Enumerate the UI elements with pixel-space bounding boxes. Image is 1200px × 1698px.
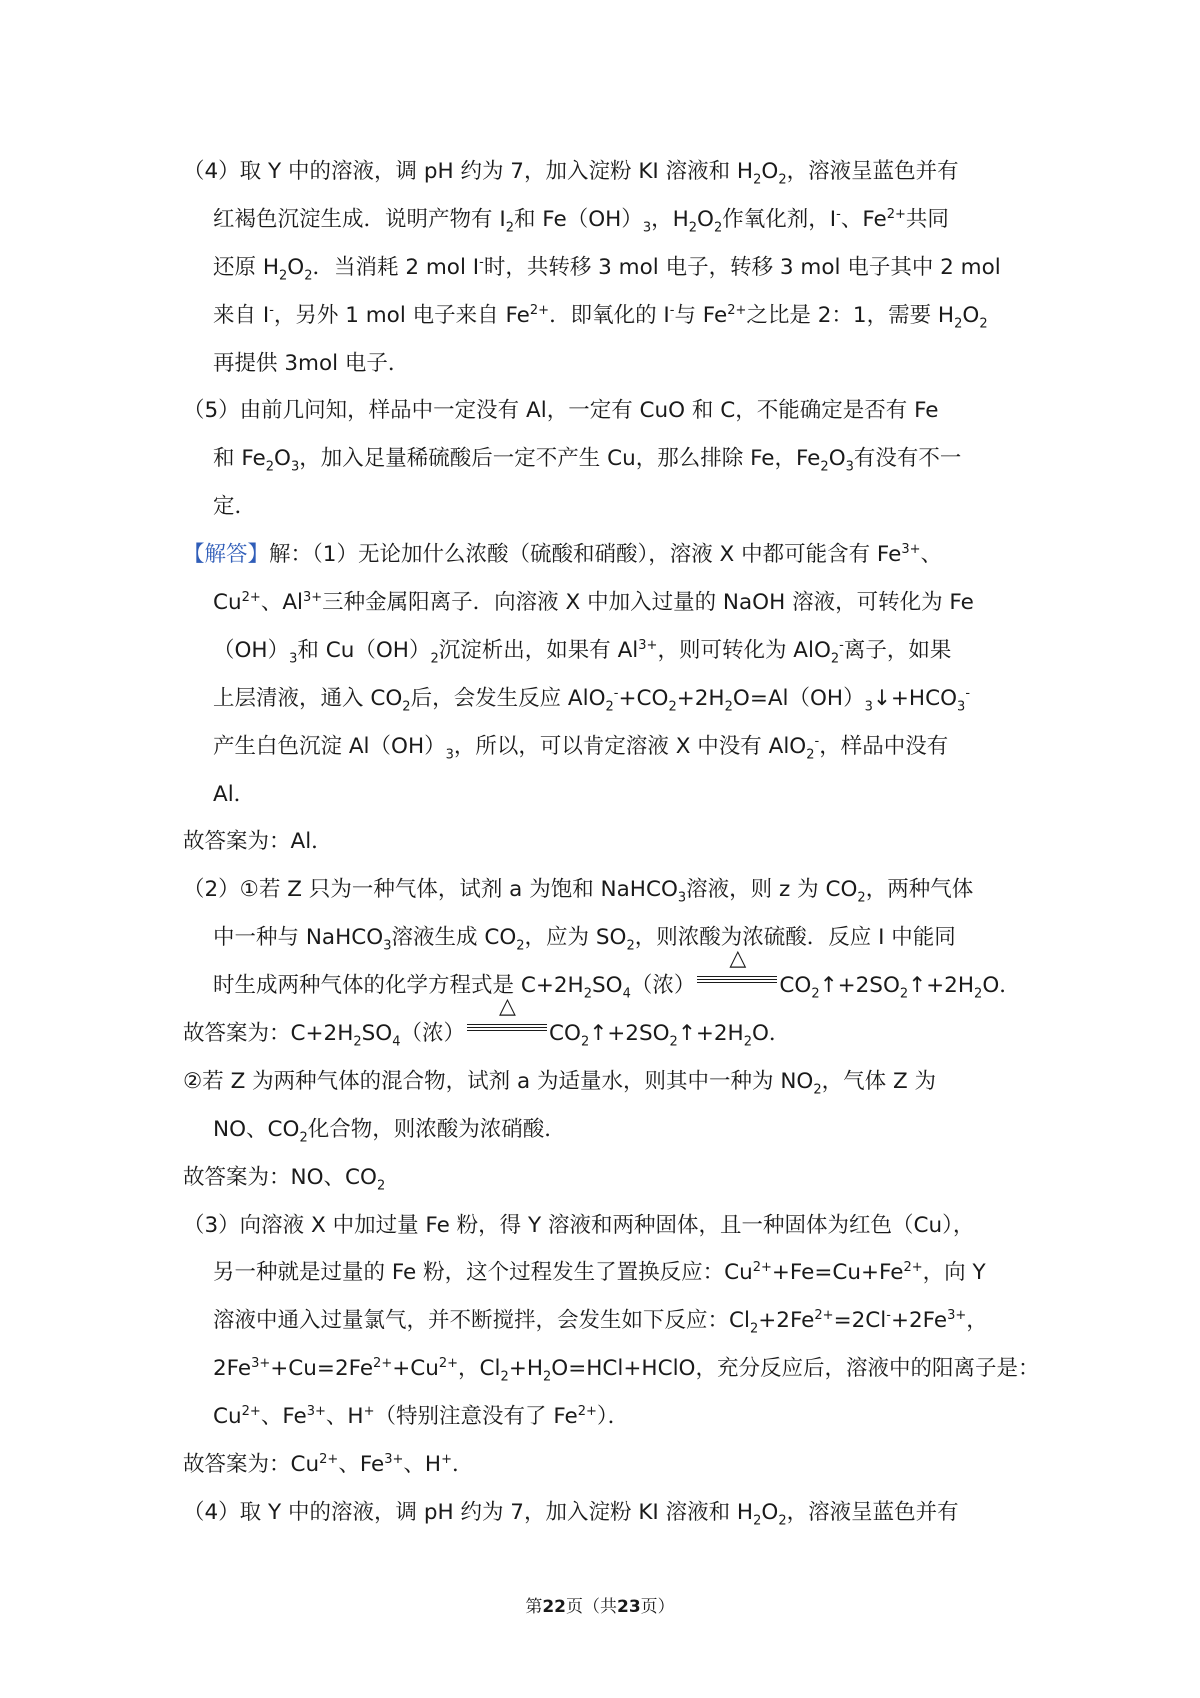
- text-line: NO、$CO_2$化合物，则浓酸为浓硝酸．: [213, 1116, 566, 1146]
- text-line: 【解答】解：（1）无论加什么浓酸（硫酸和硝酸），溶液 X 中都可能含有 $Fe^{3+}$、: [183, 541, 943, 568]
- text-line: 产生白色沉淀 $Al(OH)_3$，所以，可以肯定溶液 X 中没有 AlO$_2$-，样品中没有: [213, 733, 949, 762]
- text-line: 时生成两种气体的化学方程式是 $C+2H_2SO_4$（浓） △ $CO_2↑+2SO_2↑+2H_2O$．: [213, 946, 1021, 1002]
- heating-equals-sign: △: [695, 964, 779, 994]
- page-footer: 第22页（共23页）: [525, 1597, 675, 1617]
- text-line: 红褐色沉淀生成．说明产物有 $I_2$和 $Fe(OH)_3$，$H_2O_2$作氧化剂，I-、$Fe^{2+}$共同: [213, 206, 949, 236]
- text-line: 中一种与 NaHCO$_3$溶液生成 $CO_2$，应为 $SO_2$，则浓酸为浓硫酸．反应 I 中能同: [213, 925, 956, 954]
- text-line: 再提供 3mol 电子．: [213, 350, 410, 376]
- text-line: $Cu^{2+}$、$Al^{3+}$三种金属阳离子．向溶液 X 中加入过量的 NaOH 溶液，可转化为 Fe: [213, 589, 974, 616]
- text-line: 故答案为：$Cu^{2+}$、$Fe^{3+}$、H+．: [183, 1451, 474, 1478]
- text-line: $(OH)_3$和 $Cu(OH)_2$沉淀析出，如果有 $Al^{3+}$，则可转化为 AlO$_2$-离子，如果: [213, 637, 952, 667]
- text-line: 还原 $H_2O_2$．当消耗 2 mol I-时，共转移 3 mol 电子，转移 3 mol 电子其中 2 mol: [213, 254, 1001, 284]
- text-line: 故答案为：NO、$CO_2$: [183, 1164, 386, 1193]
- text-line: 溶液中通入过量氯气，并不断搅拌，会发生如下反应：$Cl_2+2Fe^{2+}=2Cl^-+2Fe^{3+}$，: [213, 1308, 988, 1337]
- text-line: 上层清液，通入 $CO_2$后，会发生反应 $AlO_2^-+CO_2+2H_2O=Al(OH)_3↓+HCO_3^-$: [213, 685, 971, 715]
- text-line: （2）①若 Z 只为一种气体，试剂 a 为饱和 NaHCO$_3$溶液，则 z 为 $CO_2$，两种气体: [183, 877, 974, 906]
- text-line: （4）取 Y 中的溶液，调 pH 约为 7，加入淀粉 KI 溶液和 $H_2O_2$，溶液呈蓝色并有: [183, 159, 959, 188]
- text-line: （4）取 Y 中的溶液，调 pH 约为 7，加入淀粉 KI 溶液和 $H_2O_2$，溶液呈蓝色并有: [183, 1499, 959, 1529]
- text-line: 故答案为：Al．: [183, 829, 333, 855]
- text-line: $2Fe^{3+}+Cu=2Fe^{2+}+Cu^{2+}$，$Cl_2+H_2O=HCl+HClO$，充分反应后，溶液中的阳离子是：: [213, 1356, 1040, 1385]
- page-total: 23: [617, 1597, 641, 1617]
- text-line: （3）向溶液 X 中加过量 Fe 粉，得 Y 溶液和两种固体，且一种固体为红色（Cu），: [183, 1212, 975, 1238]
- text-line: ②若 Z 为两种气体的混合物，试剂 a 为适量水，则其中一种为 $NO_2$，气体 Z 为: [183, 1068, 937, 1098]
- text-line: 定．: [213, 494, 257, 520]
- heating-equals-sign: △: [465, 1012, 549, 1042]
- answer-content: [183, 148, 1040, 1537]
- text-line: （5）由前几问知，样品中一定没有 Al，一定有 CuO 和 C，不能确定是否有 Fe: [183, 398, 939, 424]
- answer-tag: 【解答】: [183, 542, 270, 568]
- text-line: Al．: [213, 781, 256, 807]
- text-line: 和 $Fe_2O_3$，加入足量稀硫酸后一定不产生 Cu，那么排除 Fe，$Fe_2O_3$有没有不一: [213, 446, 962, 475]
- text-line: 故答案为：$C+2H_2SO_4$（浓） △ $CO_2↑+2SO_2↑+2H_2O$．: [183, 994, 791, 1050]
- page-number: 22: [542, 1597, 566, 1617]
- text-line: $Cu^{2+}$、$Fe^{3+}$、H+（特别注意没有了 $Fe^{2+}$）．: [213, 1404, 630, 1430]
- text-line: 来自 I-，另外 1 mol 电子来自 $Fe^{2+}$．即氧化的 I-与 $Fe^{2+}$之比是 2：1，需要 $H_2O_2$: [213, 302, 988, 331]
- text-line: 另一种就是过量的 Fe 粉，这个过程发生了置换反应：$Cu^{2+}+Fe=Cu+Fe^{2+}$，向 Y: [213, 1260, 986, 1286]
